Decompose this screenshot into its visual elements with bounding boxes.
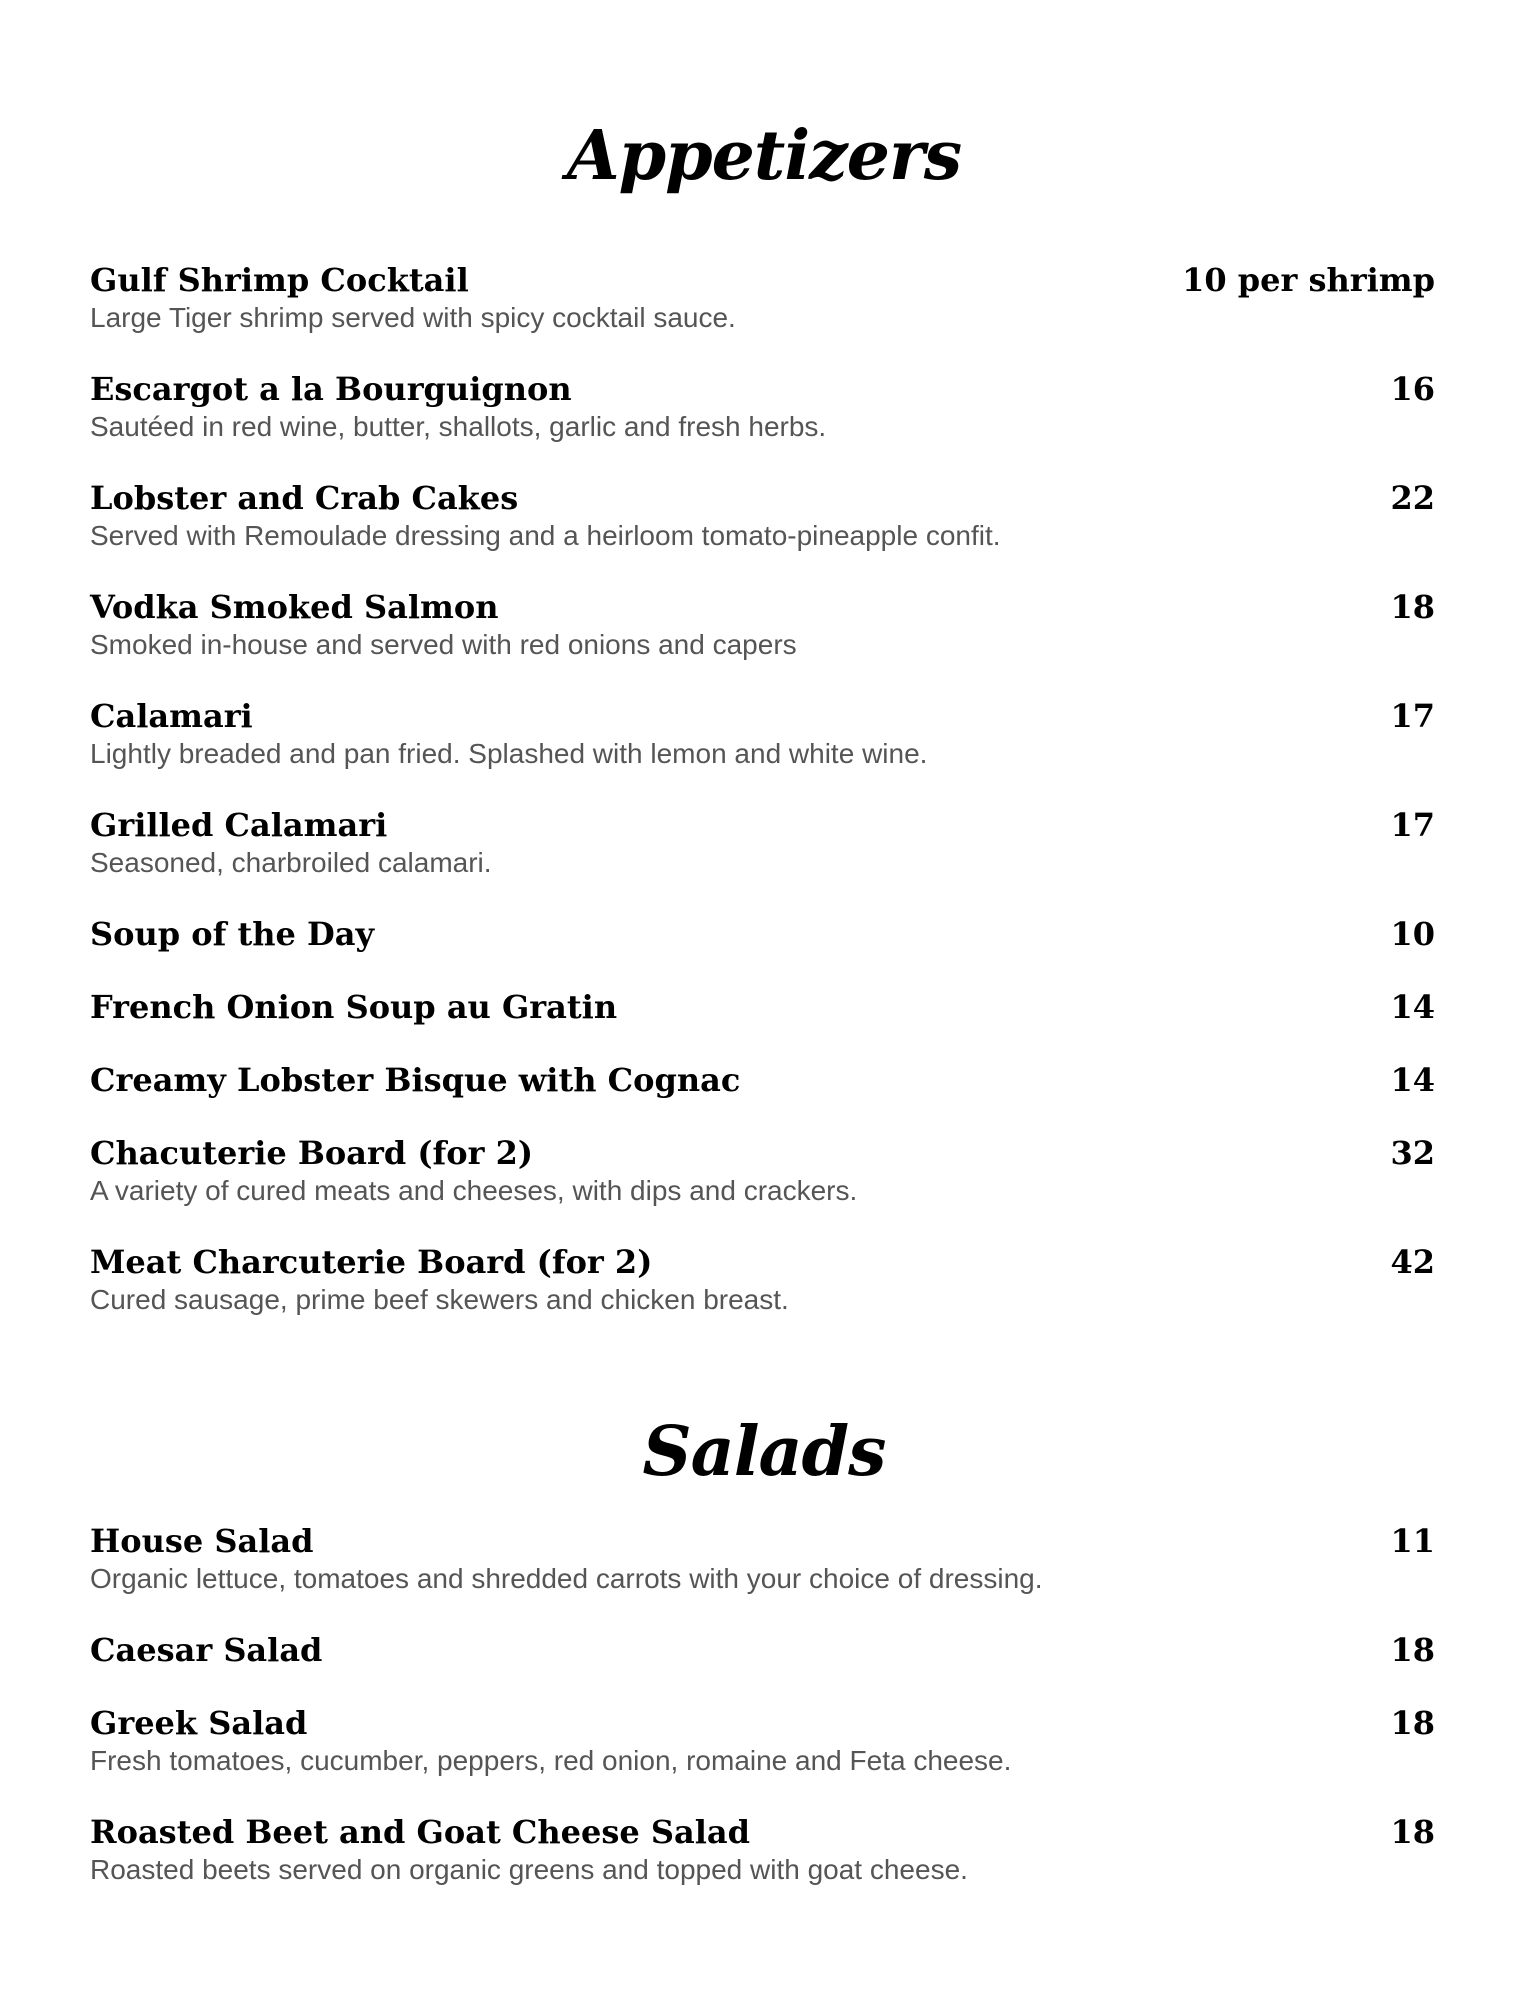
menu-item — [90, 259, 1435, 368]
item-name: Vodka Smoked Salmon — [90, 588, 499, 626]
menu-item — [90, 1811, 1435, 1920]
item-description: Seasoned, charbroiled calamari. — [90, 847, 492, 878]
item-price: 32 — [1390, 1134, 1435, 1172]
item-price: 18 — [1390, 1704, 1435, 1742]
item-price: 17 — [1390, 806, 1435, 844]
menu-item — [90, 1132, 1435, 1241]
item-description: Sautéed in red wine, butter, shallots, garlic and fresh herbs. — [90, 411, 827, 442]
menu-item — [90, 1059, 1435, 1132]
item-price: 42 — [1390, 1243, 1435, 1281]
menu-item — [90, 1241, 1435, 1350]
item-description: Lightly breaded and pan fried. Splashed with lemon and white wine. — [90, 738, 928, 769]
item-description: Roasted beets served on organic greens and topped with goat cheese. — [90, 1854, 968, 1885]
item-price: 16 — [1390, 370, 1435, 408]
menu-item — [90, 695, 1435, 804]
menu-item — [90, 586, 1435, 695]
menu-item — [90, 804, 1435, 913]
item-description: Served with Remoulade dressing and a heirloom tomato-pineapple confit. — [90, 520, 1001, 551]
item-name: Escargot a la Bourguignon — [90, 370, 572, 408]
menu-item — [90, 477, 1435, 586]
item-name: Meat Charcuterie Board (for 2) — [90, 1243, 653, 1281]
item-name: French Onion Soup au Gratin — [90, 988, 618, 1026]
item-description: Large Tiger shrimp served with spicy cocktail sauce. — [90, 302, 736, 333]
item-name: Calamari — [90, 697, 253, 735]
item-name: Chacuterie Board (for 2) — [90, 1134, 534, 1172]
item-price: 11 — [1390, 1522, 1435, 1560]
item-name: Creamy Lobster Bisque with Cognac — [90, 1061, 741, 1099]
menu-item — [90, 368, 1435, 477]
item-description: Cured sausage, prime beef skewers and chicken breast. — [90, 1284, 789, 1315]
item-price: 18 — [1390, 1631, 1435, 1669]
item-price: 10 — [1390, 915, 1435, 953]
item-price: 14 — [1390, 988, 1435, 1026]
item-price: 10 per shrimp — [1182, 261, 1435, 299]
menu-item — [90, 986, 1435, 1059]
item-description: A variety of cured meats and cheeses, with dips and crackers. — [90, 1175, 858, 1206]
section-title-salads: Salads — [642, 1412, 886, 1492]
item-description: Fresh tomatoes, cucumber, peppers, red onion, romaine and Feta cheese. — [90, 1745, 1012, 1776]
item-name: Grilled Calamari — [90, 806, 388, 844]
salads-list — [90, 1520, 1435, 1920]
appetizers-list — [90, 259, 1435, 1350]
item-price: 17 — [1390, 697, 1435, 735]
item-description: Organic lettuce, tomatoes and shredded carrots with your choice of dressing. — [90, 1563, 1043, 1594]
menu-item — [90, 1520, 1435, 1629]
menu-item — [90, 1702, 1435, 1811]
item-name: Greek Salad — [90, 1704, 308, 1742]
item-name: Lobster and Crab Cakes — [90, 479, 519, 517]
item-price: 18 — [1390, 588, 1435, 626]
item-name: Caesar Salad — [90, 1631, 323, 1669]
item-price: 18 — [1390, 1813, 1435, 1851]
item-price: 14 — [1390, 1061, 1435, 1099]
menu-item — [90, 1629, 1435, 1702]
menu-item — [90, 913, 1435, 986]
item-name: Roasted Beet and Goat Cheese Salad — [90, 1813, 750, 1851]
section-title-appetizers: Appetizers — [566, 116, 962, 196]
item-name: Gulf Shrimp Cocktail — [90, 261, 469, 299]
item-price: 22 — [1390, 479, 1435, 517]
item-name: House Salad — [90, 1522, 314, 1560]
item-name: Soup of the Day — [90, 915, 375, 953]
item-description: Smoked in-house and served with red onions and capers — [90, 629, 797, 660]
